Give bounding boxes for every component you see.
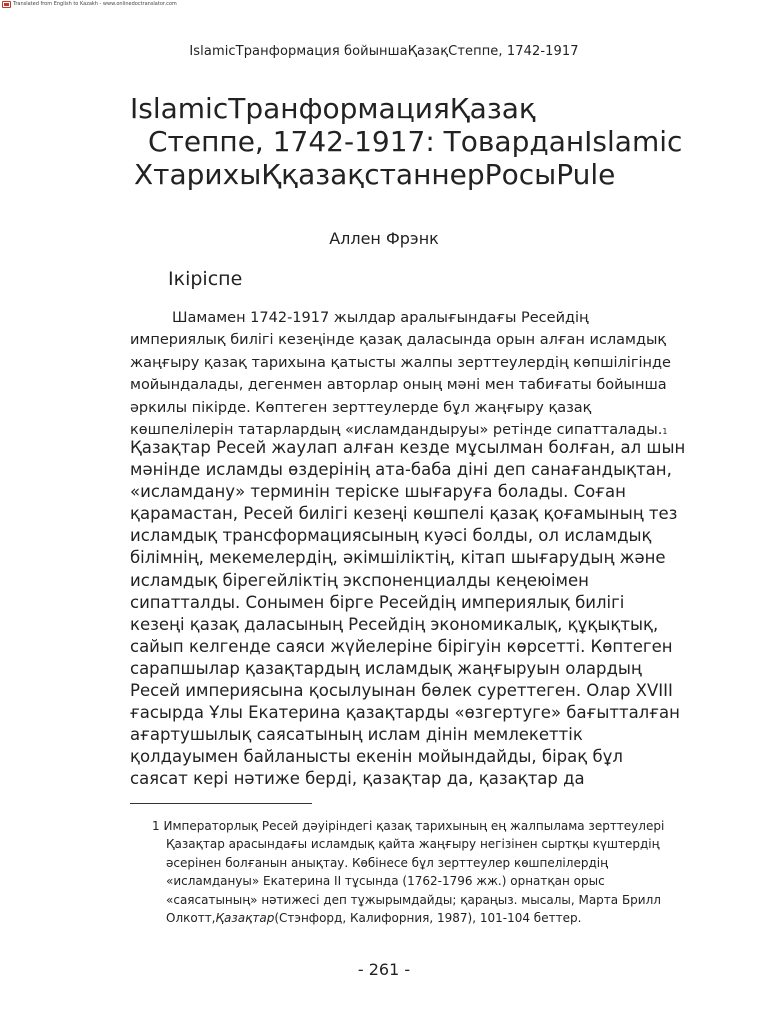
paragraph-line: саясат кері нәтиже берді, қазақтар да, қазақтар да bbox=[130, 769, 585, 789]
paragraph-line: Ресей империясына қосылуынан бөлек суреттеген. Олар XVIII bbox=[130, 681, 673, 701]
paragraph-line: «исламдану» терминін теріске шығаруға болады. Соған bbox=[130, 482, 626, 502]
footnote-divider bbox=[130, 803, 312, 804]
footnote-line-text: Императорлық Ресей дәуіріндегі қазақ тарихының ең жалпылама зерттеулері bbox=[163, 819, 665, 833]
footnote-citation-title: Қазақтар bbox=[215, 911, 275, 926]
document-title bbox=[130, 92, 690, 191]
paragraph-line: сайып келгенде саяси жүйелеріне бірігуін көрсетті. Көптеген bbox=[130, 636, 673, 656]
footnote-line: Қазақтар арасындағы исламдық қайта жаңғыру негізінен сыртқы күштердің bbox=[166, 837, 660, 852]
paragraph-line: қарамастан, Ресей билігі кезеңі көшпелі қазақ қоғамының тез bbox=[130, 504, 678, 524]
paragraph-line: исламдық трансформациясының куәсі болды, ол исламдық bbox=[130, 526, 652, 546]
paragraph-line: Шамамен 1742-1917 жылдар аралығындағы Ресейдің bbox=[172, 310, 589, 326]
paragraph-line: білімнің, мекемелердің, әкімшіліктің, кітап шығарудың және bbox=[130, 548, 666, 568]
paragraph-line: қолдауымен байланысты екенін мойындайды, бірақ бұл bbox=[130, 747, 623, 767]
translator-badge-text: Translated from English to Kazakh - www.onlinedoctranslator.com bbox=[13, 1, 177, 7]
footnote-citation-details: (Стэнфорд, Калифорния, 1987), 101-104 беттер. bbox=[274, 911, 582, 926]
paragraph-line-text: көшпелілерін татарлардың «исламдандыруы» ретінде сипатталады. bbox=[130, 422, 663, 439]
footnote bbox=[152, 817, 672, 927]
footnote-citation-author: Олкотт, bbox=[166, 911, 216, 926]
intro-paragraph bbox=[130, 307, 670, 443]
footnote-line: әсерінен болғанын анықтау. Көбінесе бұл зерттеулер көшпелілердің bbox=[166, 855, 608, 870]
paragraph-line: сарапшылар қазақтардың исламдық жаңғыруын олардың bbox=[130, 658, 642, 678]
title-line: IslamicТранформацияҚазақ bbox=[130, 92, 536, 125]
paragraph-line: сипатталды. Сонымен бірге Ресейдің империялық билігі bbox=[130, 592, 625, 612]
author-name: Аллен Фрэнк bbox=[329, 229, 439, 248]
paragraph-line: исламдық бірегейліктің экспоненциалды кеңеюімен bbox=[130, 570, 589, 590]
paragraph-line: әркилы пікірде. Көптеген зерттеулерде бұл жаңғыру қазақ bbox=[130, 399, 592, 416]
running-head: IslamicТранформация бойыншаҚазақСтеппе, 1742-1917 bbox=[189, 44, 579, 59]
paragraph-line: мойындалады, дегенмен авторлар оның мәні мен табиғаты бойынша bbox=[130, 377, 667, 394]
footnote-line: «исламдануы» Екатерина II тұсында (1762-1796 жж.) орнатқан орыс bbox=[166, 874, 605, 889]
title-line: Степпе, 1742-1917: ТоварданIslamic bbox=[148, 125, 683, 158]
paragraph-line: кезеңі қазақ даласының Ресейдің экономикалық, құқықтық, bbox=[130, 614, 659, 634]
paragraph-line: жаңғыру қазақ тарихына қатысты жалпы зерттеулердің көпшілігінде bbox=[130, 354, 671, 371]
title-line: ХтарихыҚқазақстаннерРосыPule bbox=[134, 158, 616, 191]
section-heading: Ікіріспе bbox=[168, 268, 243, 290]
paragraph-line: Қазақтар Ресей жаулап алған кезде мұсылман болған, ал шын bbox=[130, 438, 686, 457]
translator-logo-icon bbox=[2, 1, 11, 8]
page-number: - 261 - bbox=[357, 960, 411, 979]
paragraph-line: мәнінде исламды өздерінің ата-баба діні деп санағандықтан, bbox=[130, 460, 672, 480]
footnote-reference[interactable]: 1 bbox=[662, 427, 668, 437]
translator-badge[interactable] bbox=[2, 0, 177, 8]
main-paragraph bbox=[130, 437, 690, 791]
footnote-line: «саясатының» нәтижесі деп тұжырымдайды; қараңыз. мысалы, Марта Брилл bbox=[166, 892, 661, 907]
paragraph-line: ғасырда Ұлы Екатерина қазақтарды «өзгертуге» бағытталған bbox=[130, 703, 680, 723]
footnote-number: 1 bbox=[152, 819, 160, 833]
footnote-line bbox=[152, 909, 672, 927]
footnote-line bbox=[152, 817, 672, 835]
paragraph-line: ағартушылық саясатының ислам дінін мемлекеттік bbox=[130, 725, 583, 745]
paragraph-line: империялық билігі кезеңінде қазақ даласында орын алған исламдық bbox=[130, 332, 667, 349]
